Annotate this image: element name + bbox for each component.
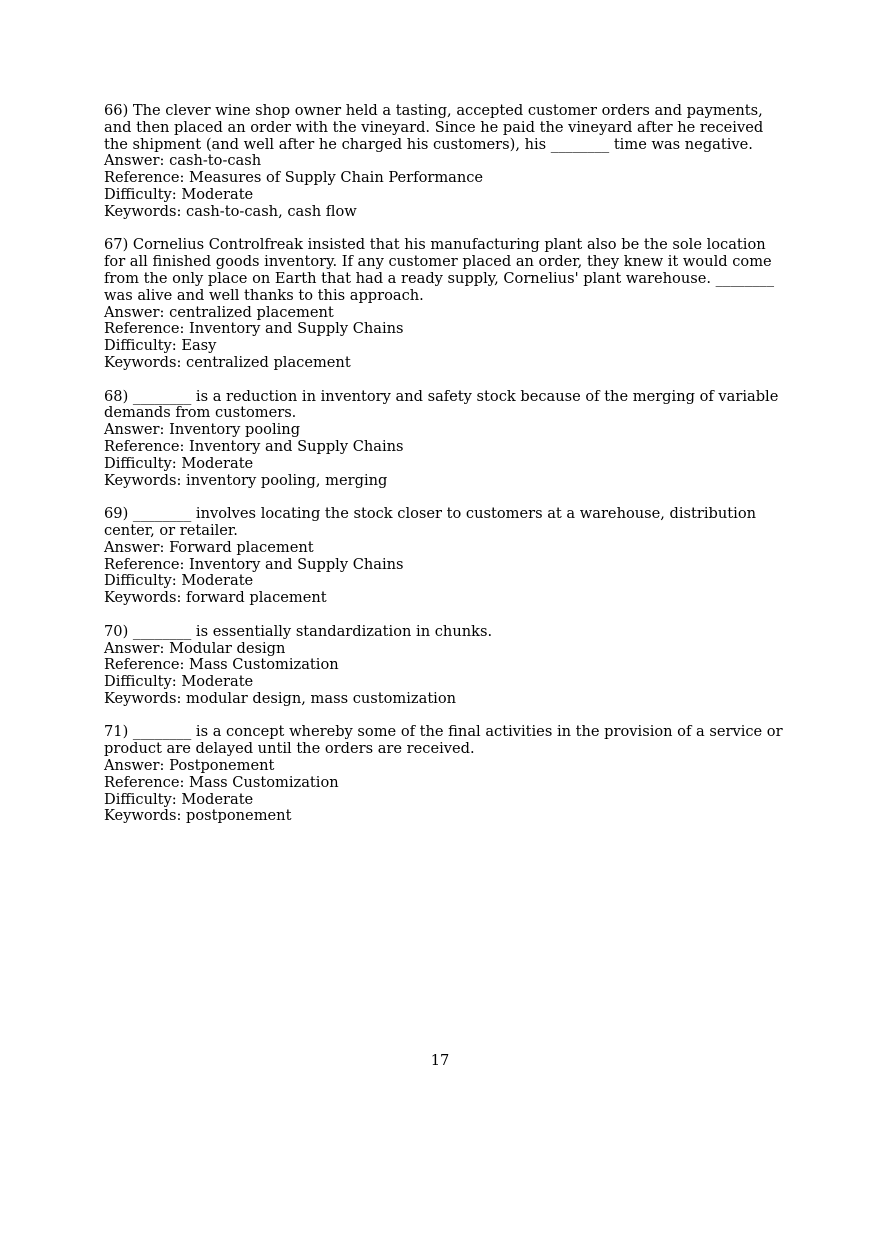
question-line: from the only place on Earth that had a ready supply, Cornelius' plant warehouse. ________ bbox=[104, 269, 775, 287]
difficulty-label: Difficulty: bbox=[104, 454, 182, 472]
difficulty-line bbox=[104, 187, 784, 204]
difficulty-line bbox=[104, 338, 784, 355]
question-text bbox=[104, 724, 784, 758]
answer-value: cash-to-cash bbox=[169, 152, 262, 170]
difficulty-value: Moderate bbox=[181, 454, 254, 472]
reference-line bbox=[104, 439, 784, 456]
keywords-line bbox=[104, 355, 784, 372]
difficulty-label: Difficulty: bbox=[104, 337, 182, 355]
question-line: the shipment (and well after he charged his customers), his ________ time was negative. bbox=[104, 135, 753, 153]
difficulty-label: Difficulty: bbox=[104, 790, 182, 808]
question-text bbox=[104, 389, 784, 423]
keywords-label: Keywords: bbox=[104, 689, 187, 707]
question-line: product are delayed until the orders are received. bbox=[104, 740, 475, 758]
question-line: demands from customers. bbox=[104, 404, 297, 422]
reference-label: Reference: bbox=[104, 437, 190, 455]
keywords-value: postponement bbox=[186, 807, 292, 825]
difficulty-value: Moderate bbox=[181, 185, 254, 203]
difficulty-label: Difficulty: bbox=[104, 572, 182, 590]
difficulty-value: Moderate bbox=[181, 673, 254, 691]
question-list bbox=[104, 103, 784, 842]
question-text bbox=[104, 103, 784, 153]
keywords-label: Keywords: bbox=[104, 471, 187, 489]
answer-label: Answer: bbox=[104, 303, 170, 321]
difficulty-line bbox=[104, 456, 784, 473]
difficulty-line bbox=[104, 792, 784, 809]
question-line: 68) ________ is a reduction in inventory and safety stock because of the merging of variable bbox=[104, 387, 779, 405]
reference-line bbox=[104, 170, 784, 187]
keywords-value: centralized placement bbox=[186, 353, 351, 371]
answer-line bbox=[104, 153, 784, 170]
question-69 bbox=[104, 506, 784, 607]
answer-line bbox=[104, 758, 784, 775]
question-text bbox=[104, 624, 784, 641]
question-67 bbox=[104, 237, 784, 371]
keywords-label: Keywords: bbox=[104, 807, 187, 825]
answer-value: Forward placement bbox=[169, 538, 314, 556]
difficulty-line bbox=[104, 674, 784, 691]
keywords-label: Keywords: bbox=[104, 353, 187, 371]
question-text bbox=[104, 506, 784, 540]
keywords-line bbox=[104, 691, 784, 708]
question-line: 71) ________ is a concept whereby some of the final activities in the provision of a service or bbox=[104, 723, 783, 741]
question-66 bbox=[104, 103, 784, 221]
difficulty-value: Easy bbox=[181, 337, 217, 355]
answer-value: Modular design bbox=[169, 639, 286, 657]
reference-label: Reference: bbox=[104, 169, 190, 187]
answer-value: Postponement bbox=[169, 757, 275, 775]
difficulty-value: Moderate bbox=[181, 572, 254, 590]
reference-label: Reference: bbox=[104, 656, 190, 674]
keywords-label: Keywords: bbox=[104, 202, 187, 220]
answer-line bbox=[104, 540, 784, 557]
difficulty-label: Difficulty: bbox=[104, 673, 182, 691]
question-line: and then placed an order with the vineyard. Since he paid the vineyard after he received bbox=[104, 118, 764, 136]
page-number: 17 bbox=[430, 1052, 450, 1069]
answer-line bbox=[104, 422, 784, 439]
reference-value: Mass Customization bbox=[189, 656, 339, 674]
question-line: 70) ________ is essentially standardization in chunks. bbox=[104, 622, 493, 640]
difficulty-line bbox=[104, 573, 784, 590]
question-line: 69) ________ involves locating the stock closer to customers at a warehouse, distribution bbox=[104, 505, 757, 523]
keywords-line bbox=[104, 590, 784, 607]
question-line: for all finished goods inventory. If any customer placed an order, they knew it would come bbox=[104, 253, 772, 271]
keywords-value: inventory pooling, merging bbox=[186, 471, 388, 489]
answer-value: centralized placement bbox=[169, 303, 334, 321]
reference-value: Inventory and Supply Chains bbox=[189, 320, 404, 338]
answer-value: Inventory pooling bbox=[169, 421, 301, 439]
keywords-line bbox=[104, 204, 784, 221]
difficulty-value: Moderate bbox=[181, 790, 254, 808]
question-line: 67) Cornelius Controlfreak insisted that his manufacturing plant also be the sole location bbox=[104, 236, 766, 254]
answer-label: Answer: bbox=[104, 421, 170, 439]
answer-label: Answer: bbox=[104, 152, 170, 170]
question-line: center, or retailer. bbox=[104, 521, 238, 539]
reference-value: Measures of Supply Chain Performance bbox=[189, 169, 484, 187]
difficulty-label: Difficulty: bbox=[104, 185, 182, 203]
answer-label: Answer: bbox=[104, 538, 170, 556]
reference-label: Reference: bbox=[104, 773, 190, 791]
reference-label: Reference: bbox=[104, 320, 190, 338]
reference-line bbox=[104, 557, 784, 574]
answer-label: Answer: bbox=[104, 639, 170, 657]
keywords-value: modular design, mass customization bbox=[186, 689, 457, 707]
keywords-line bbox=[104, 473, 784, 490]
reference-line bbox=[104, 321, 784, 338]
question-71 bbox=[104, 724, 784, 825]
question-line: 66) The clever wine shop owner held a tasting, accepted customer orders and payments, bbox=[104, 102, 763, 119]
reference-label: Reference: bbox=[104, 555, 190, 573]
keywords-value: forward placement bbox=[186, 589, 327, 607]
answer-line bbox=[104, 305, 784, 322]
reference-value: Inventory and Supply Chains bbox=[189, 555, 404, 573]
reference-line bbox=[104, 657, 784, 674]
answer-label: Answer: bbox=[104, 757, 170, 775]
keywords-line bbox=[104, 808, 784, 825]
keywords-value: cash-to-cash, cash flow bbox=[186, 202, 357, 220]
reference-line bbox=[104, 775, 784, 792]
keywords-label: Keywords: bbox=[104, 589, 187, 607]
reference-value: Inventory and Supply Chains bbox=[189, 437, 404, 455]
reference-value: Mass Customization bbox=[189, 773, 339, 791]
answer-line bbox=[104, 641, 784, 658]
question-line: was alive and well thanks to this approach. bbox=[104, 286, 424, 304]
question-70 bbox=[104, 624, 784, 708]
question-text bbox=[104, 237, 784, 304]
question-68 bbox=[104, 389, 784, 490]
